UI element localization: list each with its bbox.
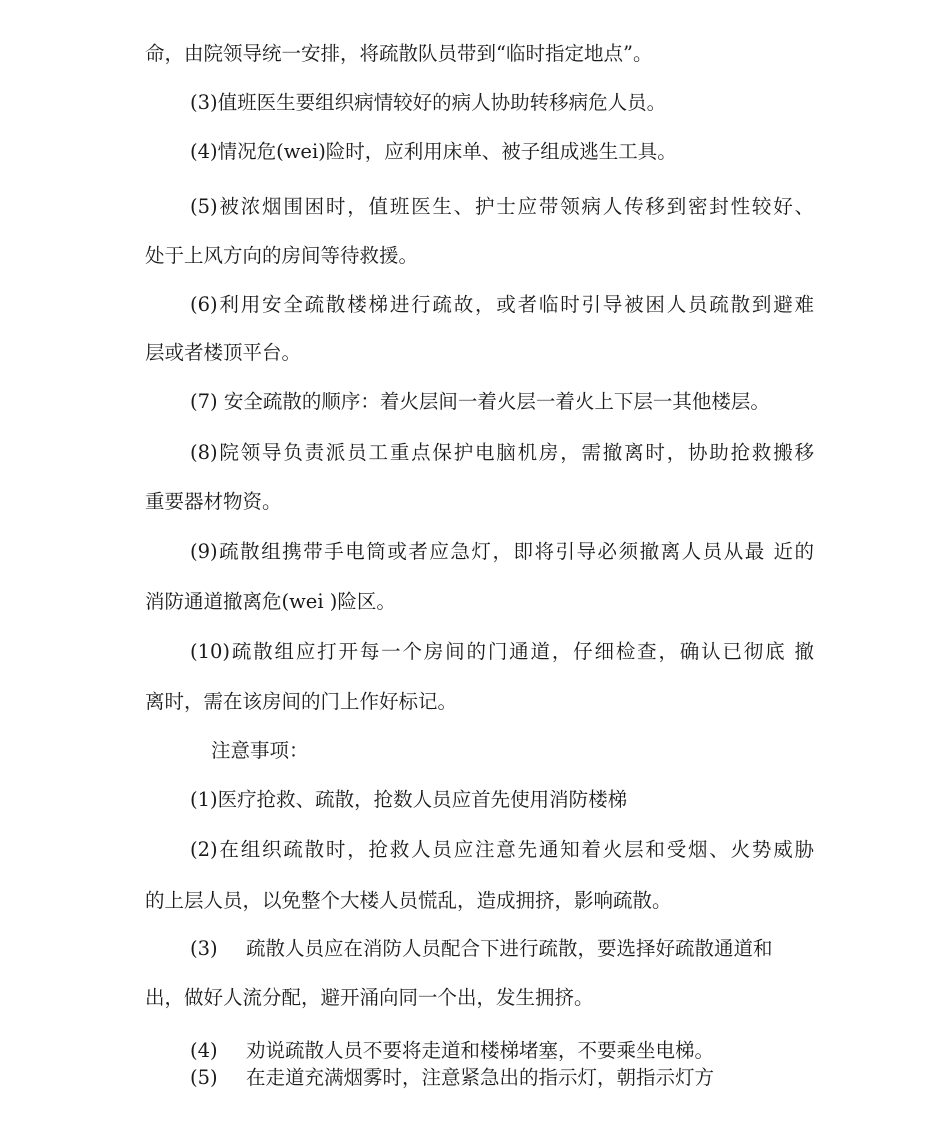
text-line: 命，由院领导统一安排，将疏散队员带到“临时指定地点”。 — [145, 41, 653, 65]
item-text: 疏散人员应在消防人员配合下进行疏散，要选择好疏散通道和 — [246, 936, 773, 960]
text-line: (10)疏散组应打开每一个房间的门通道，仔细检查，确认已彻底 撤 — [190, 639, 814, 663]
numbered-item — [190, 1039, 714, 1063]
text-line: (3)值班医生要组织病情较好的病人协助转移病危人员。 — [190, 90, 667, 114]
item-text: 劝说疏散人员不要将走道和楼梯堵塞，不要乘坐电梯。 — [246, 1038, 715, 1062]
item-number: (3) — [190, 936, 218, 960]
text-line: 的上层人员，以免整个大楼人员慌乱，造成拥挤，影响疏散。 — [145, 888, 672, 912]
numbered-item — [190, 1066, 714, 1090]
text-line: 层或者楼顶平台。 — [145, 340, 302, 364]
text-line: (2)在组织疏散时，抢救人员应注意先通知着火层和受烟、火势威胁 — [190, 837, 814, 861]
text-line: (8)院领导负责派员工重点保护电脑机房，需撤离时，协助抢救搬移 — [190, 440, 814, 464]
text-line: 重要器材物资。 — [145, 489, 282, 513]
text-line: (6)利用安全疏散楼梯进行疏故，或者临时引导被困人员疏散到避难 — [190, 292, 814, 316]
item-text: 在走道充满烟雾时，注意紧急出的指示灯，朝指示灯方 — [246, 1065, 715, 1089]
text-line: (7) 安全疏散的顺序：着火层间一着火层一着火上下层一其他楼层。 — [190, 389, 770, 413]
text-line: 处于上风方向的房间等待救援。 — [145, 243, 419, 267]
section-heading: 注意事项： — [211, 738, 309, 762]
numbered-item — [190, 937, 773, 961]
item-number: (4) — [190, 1038, 218, 1062]
text-line: 出，做好人流分配，避开涌向同一个出，发生拥挤。 — [145, 985, 594, 1009]
text-line: (9)疏散组携带手电筒或者应急灯，即将引导必须撤离人员从最 近的 — [190, 539, 814, 563]
text-line: (4)情况危(wei)险时，应利用床单、被子组成逃生工具。 — [190, 139, 677, 163]
item-number: (5) — [190, 1065, 218, 1089]
text-line: 消防通道撤离危(wei )险区。 — [145, 589, 396, 613]
text-line: (1)医疗抢救、疏散，抢数人员应首先使用消防楼梯 — [190, 787, 628, 811]
text-line: 离时，需在该房间的门上作好标记。 — [145, 689, 458, 713]
text-line: (5)被浓烟围困时，值班医生、护士应带领病人传移到密封性较好、 — [190, 194, 814, 218]
